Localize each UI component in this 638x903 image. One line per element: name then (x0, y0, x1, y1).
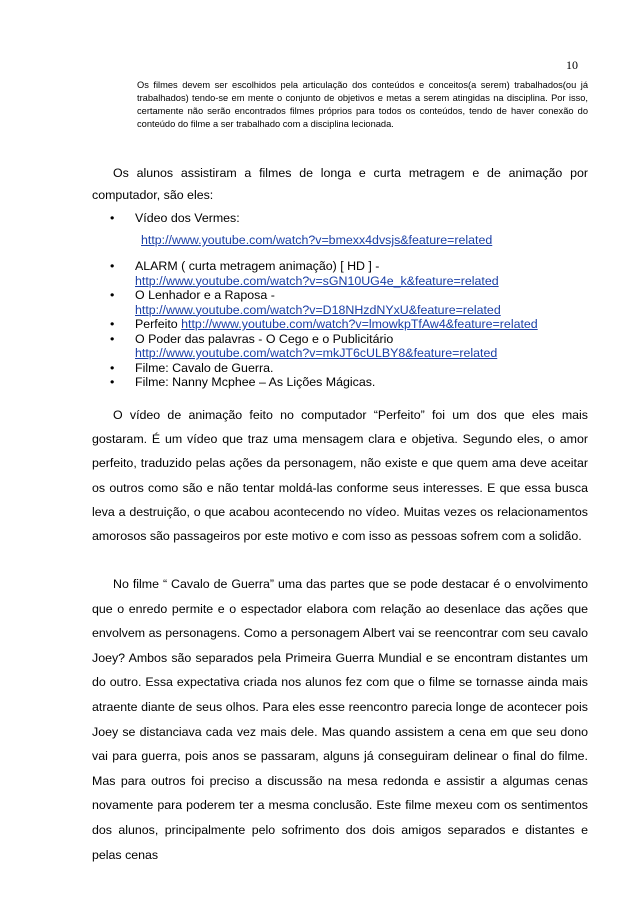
film-title: ALARM ( curta metragem animação) [ HD ] - (135, 259, 380, 273)
bullet-icon: • (110, 360, 115, 375)
paragraph-text: O vídeo de animação feito no computador “Perfeito” foi um dos que eles mais gostaram. É um vídeo que traz uma mensagem clara e objetiva. Segundo eles, o amor perfeito, traduzido pelas ações da personagem, não existe e que quem ama deve aceitar os outros como são e não tentar moldá-las conforme seus interesses. E que essa busca leva a destruição, o que acabou acontecendo no vídeo. Muitas vezes os relacionamentos amorosos são passageiros por este motivo e com isso as pessoas sofrem com a solidão. (92, 408, 588, 544)
film-title: O Poder das palavras - O Cego e o Publicitário (135, 331, 394, 346)
list-item (92, 317, 592, 332)
paragraph-text: No filme “ Cavalo de Guerra” uma das partes que se pode destacar é o envolvimento que o enredo permite e o espectador elabora com relação ao desenlace das ações que envolvem as personagens. Como a personagem Albert vai se reencontrar com seu cavalo Joey? Ambos são separados pela Primeira Guerra Mundial e se encontram distantes um do outro. Essa expectativa criada nos alunos fez com que o filme se tornasse ainda mais atraente diante de seus olhos. Para eles esse reencontro parecia longe de acontecer pois Joey se distanciava cada vez mais dele. Mas quando assistem a cena em que seu dono vai para guerra, pois anos se passaram, alguns já conseguiram delinear o final do filme. Mas para outros foi preciso a discussão na mesa redonda e assistir a algumas cenas novamente para poderem ter a mesma conclusão. Este filme mexeu com os sentimentos dos alunos, principalmente pelo sofrimento dos dois amigos separados e distantes e pelas cenas (92, 577, 588, 862)
film-link[interactable]: http://www.youtube.com/watch?v=mkJT6cULBY8&feature=related (135, 346, 498, 360)
film-link[interactable]: http://www.youtube.com/watch?v=D18NHzdNYxU&feature=related (135, 302, 501, 317)
list-item (92, 207, 592, 251)
film-link[interactable]: http://www.youtube.com/watch?v=lmowkpTfAw4&feature=related (181, 317, 538, 331)
list-item (92, 375, 592, 390)
film-title: Perfeito (135, 317, 182, 331)
intro-paragraph (92, 162, 588, 206)
bullet-icon: • (110, 211, 115, 225)
bullet-icon: • (110, 288, 115, 302)
bullet-icon: • (110, 317, 115, 331)
paragraph-cavalo (92, 572, 588, 867)
film-title: Filme: Cavalo de Guerra. (135, 360, 274, 375)
list-item (92, 288, 592, 317)
list-item (92, 332, 592, 361)
list-item (92, 259, 592, 288)
bullet-icon: • (110, 375, 115, 389)
bullet-icon: • (110, 259, 115, 273)
list-item (92, 361, 592, 376)
page-number: 10 (566, 58, 578, 72)
block-quote: Os filmes devem ser escolhidos pela articulação dos conteúdos e conceitos(a serem) trabalhados(ou já trabalhados) tendo-se em mente o conjunto de objetivos e metas a serem atingidas na disciplina. Por isso, certamente não serão encontrados filmes próprios para todos os conteúdos, tendo de haver conexão do conteúdo do filme a ser trabalhado com a disciplina lecionada. (137, 80, 588, 129)
film-link[interactable]: http://www.youtube.com/watch?v=sGN10UG4e_k&feature=related (135, 273, 499, 288)
film-title: Vídeo dos Vermes: (135, 211, 240, 225)
paragraph-perfeito (92, 403, 588, 548)
bullet-icon: • (110, 331, 115, 346)
film-title: O Lenhador e a Raposa - (135, 288, 275, 302)
intro-text: Os alunos assistiram a filmes de longa e curta metragem e de animação por computador, são eles: (92, 166, 588, 202)
film-title: Filme: Nanny Mcphee – As Lições Mágicas. (135, 375, 376, 389)
film-link[interactable]: http://www.youtube.com/watch?v=bmexx4dvsjs&feature=related (141, 233, 493, 247)
film-list (92, 207, 592, 390)
